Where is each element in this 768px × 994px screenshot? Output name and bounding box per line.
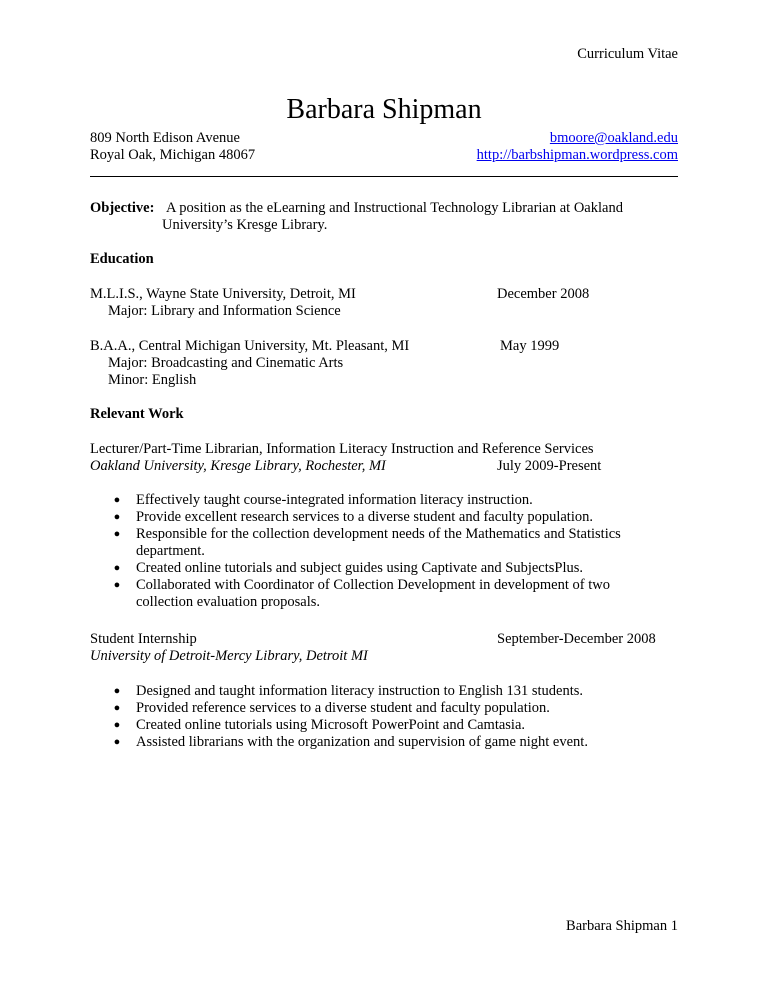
address-line-1: 809 North Edison Avenue [90,130,240,146]
list-item-text: Collaborated with Coordinator of Collection Development in development of two collection evaluation proposals. [136,577,610,610]
work-heading: Relevant Work [90,406,184,422]
list-item [110,509,670,526]
list-item-text: Created online tutorials and subject guides using Captivate and SubjectsPlus. [136,560,584,576]
list-item-text: Designed and taught information literacy instruction to English 131 students. [136,683,584,699]
list-item [110,492,670,509]
website-link[interactable]: http://barbshipman.wordpress.com [476,147,678,163]
list-item-text: Effectively taught course-integrated information literacy instruction. [136,492,533,508]
degree-2-major: Major: Broadcasting and Cinematic Arts [108,355,344,371]
bullet-icon: ● [113,494,121,506]
job-2-bullet-list [110,683,670,751]
bullet-icon: ● [113,719,121,731]
degree-2-minor: Minor: English [108,372,197,388]
degree-1: M.L.I.S., Wayne State University, Detroit, MI [90,286,356,302]
job-1-title: Lecturer/Part-Time Librarian, Information Literacy Instruction and Reference Services [90,441,594,457]
header-divider [90,176,678,177]
list-item [110,700,670,717]
list-item [110,560,670,577]
bullet-icon: ● [113,702,121,714]
job-2-date: September-December 2008 [497,631,656,647]
degree-2: B.A.A., Central Michigan University, Mt. Pleasant, MI [90,338,410,354]
job-1-organization: Oakland University, Kresge Library, Rochester, MI [90,458,386,474]
job-1-bullet-list [110,492,670,611]
bullet-icon: ● [113,685,121,697]
page-title: Barbara Shipman [286,94,482,125]
list-item-text: Provided reference services to a diverse student and faculty population. [136,700,550,716]
bullet-icon: ● [113,562,121,574]
list-item [110,526,670,560]
list-item [110,683,670,700]
education-heading: Education [90,251,154,267]
list-item [110,577,670,611]
degree-2-date: May 1999 [500,338,560,354]
job-2-title: Student Internship [90,631,197,647]
list-item [110,734,670,751]
job-1-date: July 2009-Present [497,458,602,474]
bullet-icon: ● [113,511,121,523]
bullet-icon: ● [113,528,121,540]
page-footer: Barbara Shipman 1 [566,918,678,934]
email-link[interactable]: bmoore@oakland.edu [549,130,678,146]
running-header: Curriculum Vitae [577,46,678,62]
objective-text-line-2: University’s Kresge Library. [162,217,328,233]
bullet-icon: ● [113,736,121,748]
job-2-organization: University of Detroit-Mercy Library, Detroit MI [90,648,368,664]
list-item [110,717,670,734]
bullet-icon: ● [113,579,121,591]
list-item-text: Assisted librarians with the organization and supervision of game night event. [136,734,588,750]
objective-text-line-1: A position as the eLearning and Instructional Technology Librarian at Oakland [166,200,623,216]
list-item-text: Responsible for the collection development needs of the Mathematics and Statistics department. [136,526,621,559]
degree-1-major: Major: Library and Information Science [108,303,341,319]
address-line-2: Royal Oak, Michigan 48067 [90,147,256,163]
objective-label: Objective: [90,200,155,216]
list-item-text: Created online tutorials using Microsoft PowerPoint and Camtasia. [136,717,526,733]
list-item-text: Provide excellent research services to a diverse student and faculty population. [136,509,593,525]
degree-1-date: December 2008 [497,286,590,302]
